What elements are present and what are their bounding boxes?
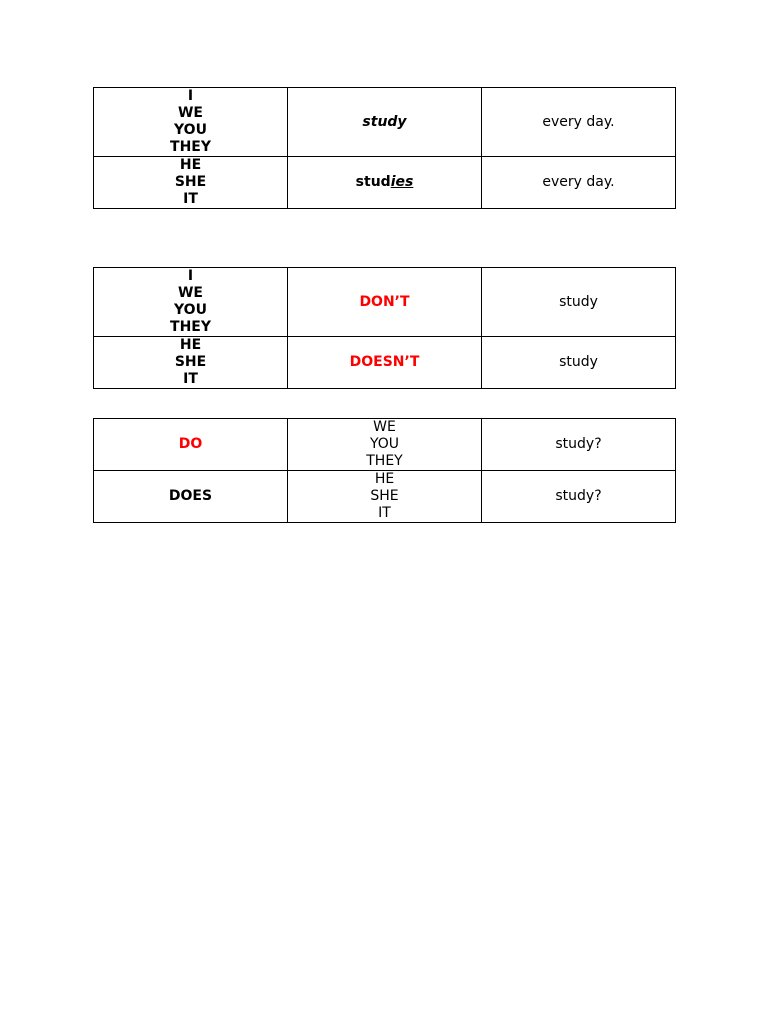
pronoun: SHE [370,488,399,504]
verb: study [559,293,598,310]
verb: study? [555,436,602,452]
pronoun: IT [378,505,391,521]
complement-cell [482,88,676,157]
complement: every day. [542,113,615,130]
pronoun: HE [179,157,202,173]
auxiliary-question: DO [178,436,203,452]
verb-ending: ies [390,174,414,190]
table-row [94,419,676,471]
pronoun: SHE [174,354,207,370]
verb-cell [482,337,676,389]
pronoun: HE [179,337,202,353]
pronoun: YOU [174,302,207,318]
verb-cell [482,471,676,523]
complement-cell [482,157,676,209]
affirmative-table [93,87,676,209]
table-row [94,337,676,389]
pronoun: I [187,88,194,104]
table-row [94,471,676,523]
table-row [94,268,676,337]
auxiliary-question: DOES [168,488,213,504]
pronoun: YOU [369,436,400,452]
auxiliary-negative: DOESN’T [349,354,420,370]
pronoun: THEY [170,319,211,335]
pronoun-cell [288,419,482,471]
pronoun: HE [374,471,395,487]
auxiliary-cell [288,337,482,389]
verb-stem: stud [355,174,391,190]
verb-cell [288,157,482,209]
pronoun-cell [94,88,288,157]
pronoun-cell [288,471,482,523]
auxiliary-negative: DON’T [359,293,410,310]
auxiliary-cell [288,268,482,337]
question-table [93,418,676,523]
verb-cell [482,268,676,337]
verb-base: study [362,113,407,130]
auxiliary-cell [94,419,288,471]
pronoun: WE [177,105,203,121]
pronoun-cell [94,337,288,389]
verb-cell [288,88,482,157]
pronoun: WE [177,285,203,301]
auxiliary-cell [94,471,288,523]
pronoun: I [187,268,194,284]
pronoun: YOU [174,122,207,138]
verb: study? [555,488,602,504]
table-row [94,88,676,157]
pronoun-cell [94,268,288,337]
pronoun: WE [373,419,396,435]
negative-table [93,267,676,389]
verb: study [559,354,598,370]
complement: every day. [542,174,615,190]
pronoun: THEY [170,139,211,155]
table-row [94,157,676,209]
verb-cell [482,419,676,471]
pronoun-cell [94,157,288,209]
pronoun: SHE [174,174,207,190]
pronoun: IT [183,191,198,207]
pronoun: IT [183,371,198,387]
pronoun: THEY [366,453,403,469]
